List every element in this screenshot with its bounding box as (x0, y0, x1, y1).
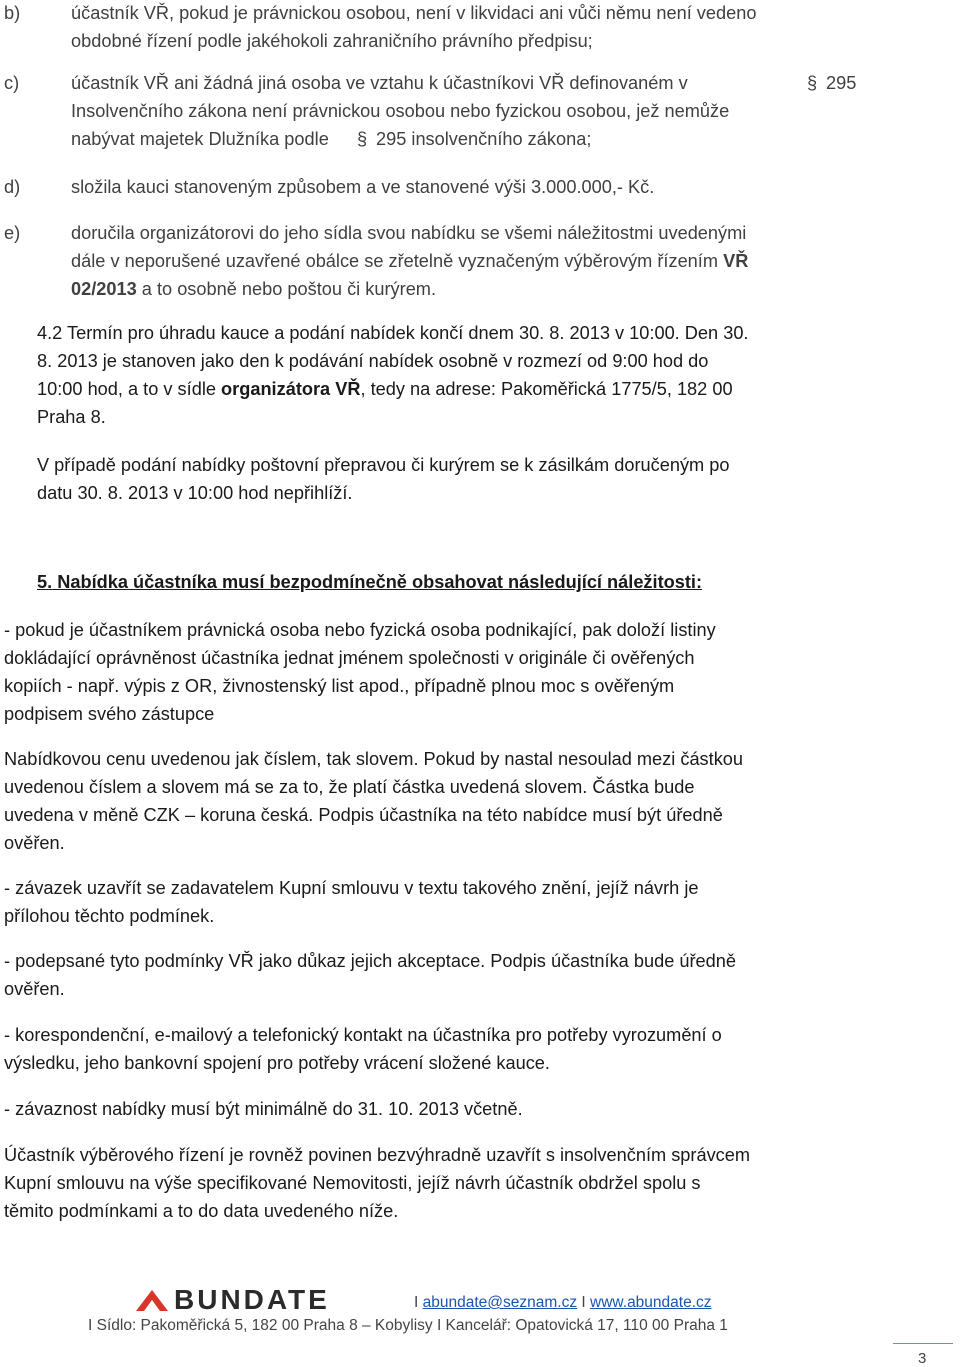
section-5-heading: 5. Nabídka účastníka musí bezpodmínečně obsahovat následující náležitosti: (37, 572, 703, 592)
p1-line3: kopiích - např. výpis z OR, živnostenský list apod., případně plnou moc s ověřeným (4, 676, 675, 696)
item-c-line1: účastník VŘ ani žádná jiná osoba ve vztahu k účastníkovi VŘ definovaném v (71, 73, 688, 93)
item-d-line1: složila kauci stanoveným způsobem a ve stanovené výši 3.000.000,- Kč. (71, 177, 655, 197)
p6-line1: - závaznost nabídky musí být minimálně do 31. 10. 2013 včetně. (4, 1099, 523, 1119)
s42-line3: 10:00 hod, a to v sídle organizátora VŘ, tedy na adrese: Pakoměřická 1775/5, 182 00 (37, 379, 733, 399)
p7-line1: Účastník výběrového řízení je rovněž povinen bezvýhradně uzavřít s insolvenčním správcem (4, 1145, 751, 1165)
item-c-line3: nabývat majetek Dlužníka podle (71, 129, 329, 149)
footer-contact: I abundate@seznam.cz I www.abundate.cz (414, 1294, 712, 1311)
p1-line4: podpisem svého zástupce (4, 704, 215, 724)
p4-line2: ověřen. (4, 979, 65, 999)
item-c-line3-law: 295 insolvenčního zákona; (376, 129, 592, 149)
footer-address: I Sídlo: Pakoměřická 5, 182 00 Praha 8 – Kobylisy I Kancelář: Opatovická 17, 110 00 Praha 1 (88, 1317, 728, 1334)
p3-line1: - závazek uzavřít se zadavatelem Kupní smlouvu v textu takového znění, jejíž návrh je (4, 878, 699, 898)
page-number-rule (893, 1343, 953, 1344)
p1-line1: - pokud je účastníkem právnická osoba nebo fyzická osoba podnikající, pak doloží listiny (4, 620, 716, 640)
logo-a-roof-shape (136, 1290, 168, 1311)
p2-line3: uvedena v měně CZK – koruna česká. Podpis účastníka na této nabídce musí být úředně (4, 805, 723, 825)
s42-line5: V případě podání nabídky poštovní přepravou či kurýrem se k zásilkám doručeným po (37, 455, 730, 475)
item-c-marker: c) (4, 73, 20, 93)
section-sign-icon: § (357, 129, 368, 149)
p2-line4: ověřen. (4, 833, 65, 853)
logo-wordmark: BUNDATE (174, 1284, 330, 1312)
p7-line3: těmito podmínkami a to do data uvedeného níže. (4, 1201, 399, 1221)
s42-line1: 4.2 Termín pro úhradu kauce a podání nabídek končí dnem 30. 8. 2013 v 10:00. Den 30. (37, 323, 749, 343)
item-e-marker: e) (4, 223, 21, 243)
footer-email-link[interactable]: abundate@seznam.cz (422, 1294, 578, 1311)
item-b-marker: b) (4, 3, 21, 23)
section-sign-icon: § (807, 73, 818, 93)
item-e-line3: 02/2013 a to osobně nebo poštou či kurýrem. (71, 279, 437, 299)
p5-line2: výsledku, jeho bankovní spojení pro potřeby vrácení složené kauce. (4, 1053, 550, 1073)
item-c-line2: Insolvenčního zákona není právnickou osobou nebo fyzickou osobou, jež nemůže (71, 101, 730, 121)
s42-line2: 8. 2013 je stanoven jako den k podávání nabídek osobně v rozmezí od 9:00 hod do (37, 351, 709, 371)
p7-line2: Kupní smlouvu na výše specifikované Nemovitosti, jejíž návrh účastník obdržel spolu s (4, 1173, 701, 1193)
p3-line2: přílohou těchto podmínek. (4, 906, 215, 926)
item-b-line1: účastník VŘ, pokud je právnickou osobou, není v likvidaci ani vůči němu není vedeno (71, 3, 757, 23)
item-e-line1: doručila organizátorovi do jeho sídla svou nabídku se všemi náležitostmi uvedenými (71, 223, 747, 243)
item-c-line1-number: 295 (826, 73, 857, 93)
p5-line1: - korespondenční, e-mailový a telefonický kontakt na účastníka pro potřeby vyrozumění o (4, 1025, 722, 1045)
s42-line6: datu 30. 8. 2013 v 10:00 hod nepřihlíží. (37, 483, 353, 503)
item-b-line2: obdobné řízení podle jakéhokoli zahraničního právního předpisu; (71, 31, 593, 51)
item-e-line2: dále v neporušené uzavřené obálce se zřetelně vyznačeným výběrovým řízením VŘ (71, 251, 749, 271)
p2-line1: Nabídkovou cenu uvedenou jak číslem, tak slovem. Pokud by nastal nesoulad mezi částkou (4, 749, 744, 769)
s42-line4: Praha 8. (37, 407, 106, 427)
footer-website-link[interactable]: www.abundate.cz (590, 1294, 712, 1311)
p2-line2: uvedenou číslem a slovem má se za to, že platí částka uvedená slovem. Částka bude (4, 777, 695, 797)
p4-line1: - podepsané tyto podmínky VŘ jako důkaz jejich akceptace. Podpis účastníka bude úředně (4, 951, 736, 971)
p1-line2: dokládající oprávněnost účastníka jednat jménem společnosti v originále či ověřených (4, 648, 695, 668)
page-number: 3 (918, 1350, 927, 1367)
item-d-marker: d) (4, 177, 21, 197)
abundate-logo (136, 1284, 408, 1312)
